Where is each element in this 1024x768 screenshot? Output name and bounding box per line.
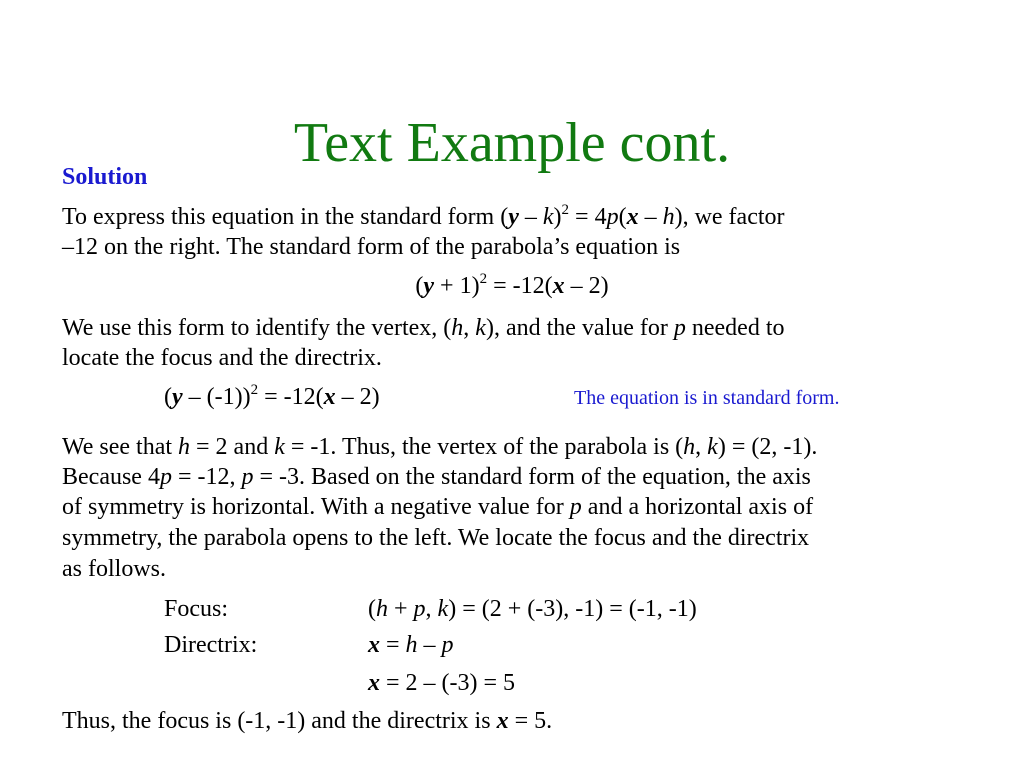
conclusion-line: Thus, the focus is (-1, -1) and the directrix is x = 5. (62, 708, 553, 734)
paragraph-3-line-1: We see that h = 2 and k = -1. Thus, the vertex of the parabola is (h, k) = (2, -1). (62, 434, 818, 460)
focus-equation: (h + p, k) = (2 + (-3), -1) = (-1, -1) (368, 596, 697, 622)
paragraph-3-line-4: symmetry, the parabola opens to the left. We locate the focus and the directrix (62, 525, 810, 551)
focus-label: Focus: (164, 596, 229, 622)
directrix-value: x = 2 – (-3) = 5 (368, 670, 516, 696)
standard-form-equation: $(y + 1)^2 = -12(x - 2)$ (415, 271, 609, 299)
vertex-form-equation: (y – (-1))$^2$ = -12(x – 2) (164, 382, 380, 410)
paragraph-2-line-2: locate the focus and the directrix. (62, 345, 382, 371)
standard-form-note: The equation is in standard form. (574, 387, 840, 409)
paragraph-1-line-2: –12 on the right. The standard form of the parabola’s equation is (62, 234, 681, 260)
directrix-equation: x = h – p (368, 632, 454, 658)
paragraph-3-line-5: as follows. (62, 556, 166, 582)
paragraph-2-line-1: We use this form to identify the vertex, (h, k), and the value for p needed to (62, 315, 785, 341)
solution-heading: Solution (62, 164, 148, 190)
paragraph-3-line-2: Because 4p = -12, p = -3. Based on the standard form of the equation, the axis (62, 464, 811, 490)
directrix-label: Directrix: (164, 632, 258, 658)
slide-title: Text Example cont. (293, 112, 731, 174)
paragraph-1-line-1: To express this equation in the standard form (y – k)$^2$ = 4p(x – h), we factor (62, 202, 785, 230)
paragraph-3-line-3: of symmetry is horizontal. With a negative value for p and a horizontal axis of (62, 494, 814, 520)
